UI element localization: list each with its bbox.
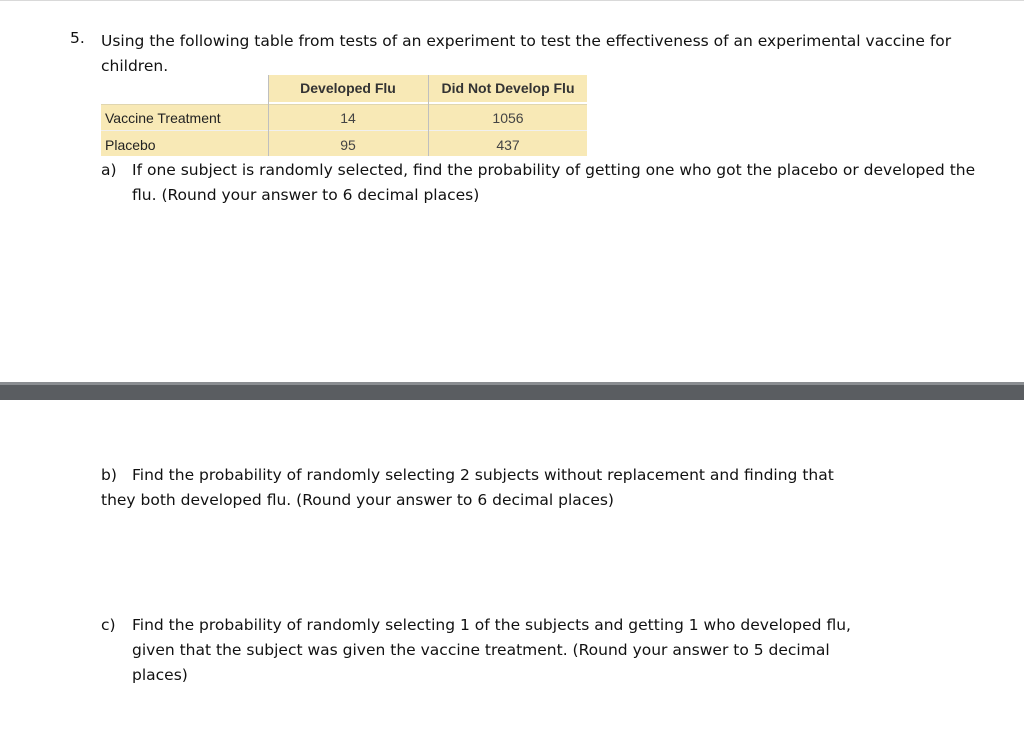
cell-vaccine-developed: 14 (340, 110, 356, 126)
cell-vaccine-not-developed: 1056 (492, 110, 524, 126)
table-row-rule (101, 130, 587, 131)
part-b (101, 463, 841, 513)
page-separator-bar (0, 382, 1024, 400)
table-divider-2 (428, 75, 429, 156)
question-text: Using the following table from tests of an experiment to test the effectiveness of an experimental vaccine for children. (101, 32, 952, 75)
row-label-placebo: Placebo (105, 137, 156, 153)
question-number: 5. (70, 29, 85, 47)
part-c-label: c) (101, 616, 116, 634)
part-a (101, 158, 981, 208)
part-c (101, 613, 921, 684)
table-header-rule (101, 104, 587, 105)
table-divider-1 (268, 75, 269, 156)
part-c-text: Find the probability of randomly selecting 1 of the subjects and getting 1 who developed flu, given that the subject was given the vaccine treatment. (Round your answer to 5 decimal places) (132, 616, 851, 684)
part-b-text: Find the probability of randomly selecting 2 subjects without replacement and finding that they both developed flu. (Round your answer to 6 decimal places) (101, 466, 834, 509)
row-label-vaccine-treatment: Vaccine Treatment (105, 110, 221, 126)
page-top-border (0, 0, 1024, 1)
header-developed-flu: Developed Flu (300, 80, 396, 96)
cell-placebo-not-developed: 437 (496, 137, 520, 153)
part-b-label: b) (101, 466, 117, 484)
part-a-label: a) (101, 161, 117, 179)
header-did-not-develop-flu: Did Not Develop Flu (441, 80, 575, 96)
part-a-text: If one subject is randomly selected, find the probability of getting one who got the placebo or developed the flu. (Round your answer to 6 decimal places) (132, 161, 976, 204)
cell-placebo-developed: 95 (340, 137, 356, 153)
